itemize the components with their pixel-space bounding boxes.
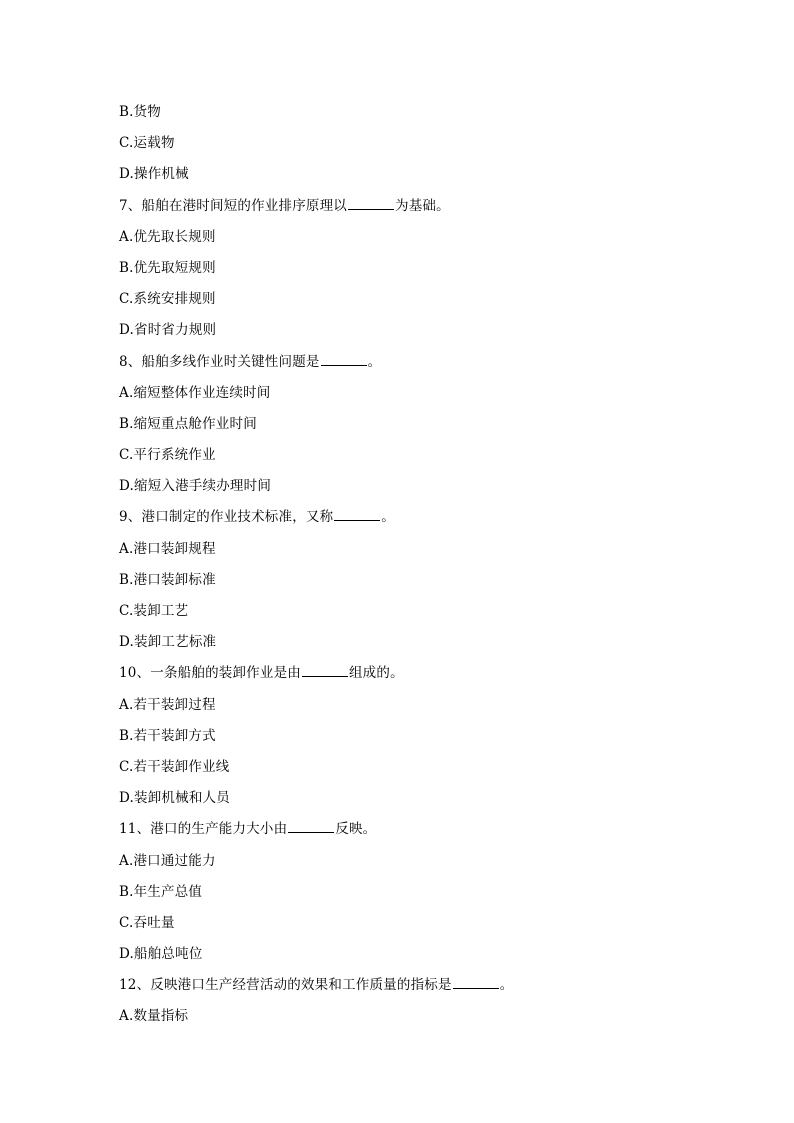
answer-option: A.数量指标: [119, 1008, 189, 1025]
question-stem-end: 。: [499, 977, 514, 994]
answer-option: A.优先取长规则: [119, 228, 216, 245]
answer-option: D.省时省力规则: [119, 322, 217, 339]
question-stem-end: 组成的。: [348, 665, 404, 682]
answer-option: C.吞吐量: [119, 914, 175, 931]
answer-blank: [302, 663, 348, 677]
answer-option: C.系统安排规则: [119, 291, 216, 308]
answer-option: B.港口装卸标准: [119, 571, 216, 588]
answer-option: C.若干装卸作业线: [119, 758, 230, 775]
answer-option: C.运载物: [119, 135, 175, 152]
question-text: [119, 195, 739, 226]
answer-option: B.若干装卸方式: [119, 727, 216, 744]
answer-option: D.装卸机械和人员: [119, 790, 230, 807]
question-stem: 11、港口的生产能力大小由: [119, 821, 288, 838]
question-text: [119, 818, 739, 849]
answer-option: A.若干装卸过程: [119, 696, 216, 713]
answer-option: D.缩短入港手续办理时间: [119, 478, 272, 495]
answer-option: A.港口装卸规程: [119, 540, 216, 557]
question-text: [119, 351, 739, 382]
answer-option: C.装卸工艺: [119, 603, 189, 619]
answer-option: C.平行系统作业: [119, 447, 216, 464]
question-stem: 10、一条船舶的装卸作业是由: [119, 665, 301, 682]
answer-option: B.货物: [119, 104, 162, 120]
answer-option: D.装卸工艺标准: [119, 634, 217, 651]
answer-blank: [321, 352, 367, 366]
answer-blank: [288, 819, 334, 833]
question-text: [119, 506, 739, 537]
question-stem: 12、反映港口生产经营活动的效果和工作质量的指标是: [119, 977, 452, 994]
question-stem-end: 。: [367, 353, 382, 370]
question-text: [119, 974, 739, 1005]
question-stem-end: 为基础。: [395, 197, 450, 214]
question-stem-end: 反映。: [335, 821, 377, 838]
question-list: [119, 101, 739, 1037]
answer-option: A.缩短整体作业连续时间: [119, 384, 271, 401]
answer-blank: [348, 196, 394, 210]
answer-option: B.缩短重点舱作业时间: [119, 415, 257, 432]
question-stem: 9、港口制定的作业技术标准，又称: [119, 509, 334, 526]
answer-option: B.年生产总值: [119, 883, 203, 900]
question-text: [119, 662, 739, 693]
answer-option: D.船舶总吨位: [119, 946, 203, 963]
answer-option: B.优先取短规则: [119, 259, 216, 276]
answer-blank: [334, 507, 380, 521]
answer-option: D.操作机械: [119, 166, 189, 183]
question-stem: 7、船舶在港时间短的作业排序原理以: [119, 197, 347, 214]
answer-blank: [453, 975, 499, 989]
question-stem-end: 。: [381, 509, 395, 526]
question-stem: 8、船舶多线作业时关键性问题是: [119, 353, 320, 370]
answer-option: A.港口通过能力: [119, 852, 216, 869]
